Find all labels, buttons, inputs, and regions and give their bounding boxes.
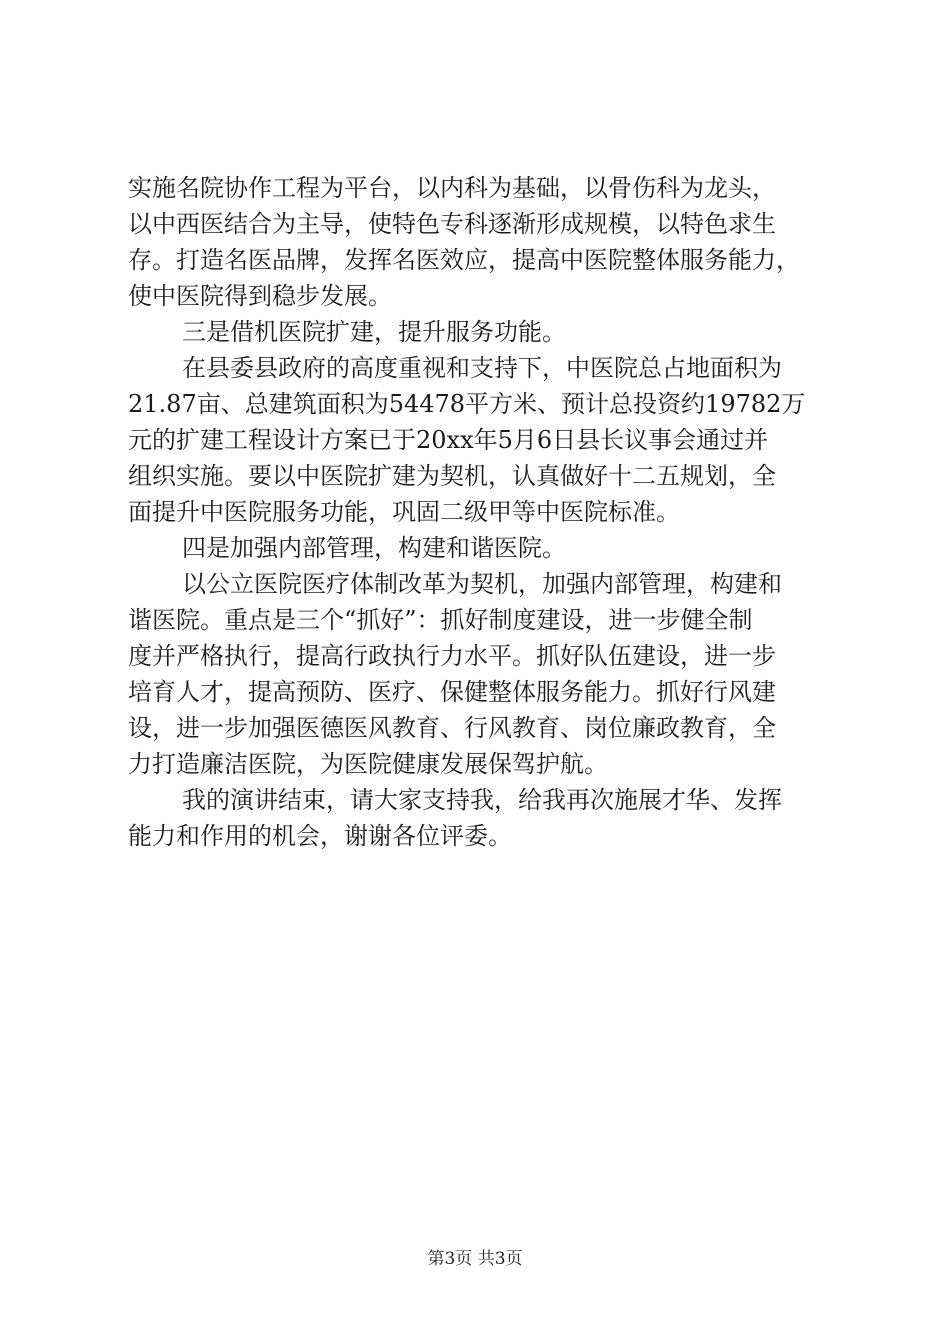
page-footer: 第3页 共3页 [427,1249,523,1269]
text-line: 面提升中医院服务功能，巩固二级甲等中医院标准。 [128,498,680,526]
text-line: 我的演讲结束，请大家支持我，给我再次施展才华、发挥 [182,786,782,814]
body-text [128,170,838,854]
text-line: 21.87亩、总建筑面积为54478平方米、预计总投资约19782万 [128,390,806,418]
text-line: 在县委县政府的高度重视和支持下，中医院总占地面积为 [182,354,782,382]
text-line: 力打造廉洁医院，为医院健康发展保驾护航。 [128,750,608,778]
text-line: 元的扩建工程设计方案已于20xx年5月6日县长议事会通过并 [128,426,769,454]
text-line: 培育人才，提高预防、医疗、保健整体服务能力。抓好行风建 [128,678,776,706]
text-line: 以公立医院医疗体制改革为契机，加强内部管理，构建和 [182,570,782,598]
text-line: 存。打造名医品牌，发挥名医效应，提高中医院整体服务能力， [128,246,800,274]
text-line: 谐医院。重点是三个“抓好”：抓好制度建设，进一步健全制 [128,606,753,634]
text-line: 设，进一步加强医德医风教育、行风教育、岗位廉政教育，全 [128,714,776,742]
text-line: 度并严格执行，提高行政执行力水平。抓好队伍建设，进一步 [128,642,776,670]
text-line: 实施名院协作工程为平台，以内科为基础，以骨伤科为龙头， [128,174,776,202]
text-line: 组织实施。要以中医院扩建为契机，认真做好十二五规划，全 [128,462,776,490]
text-line: 以中西医结合为主导，使特色专科逐渐形成规模，以特色求生 [128,210,776,238]
text-line: 使中医院得到稳步发展。 [128,282,392,310]
text-line: 四是加强内部管理，构建和谐医院。 [182,534,566,562]
text-line: 能力和作用的机会，谢谢各位评委。 [128,822,512,850]
text-line: 三是借机医院扩建，提升服务功能。 [182,318,566,346]
